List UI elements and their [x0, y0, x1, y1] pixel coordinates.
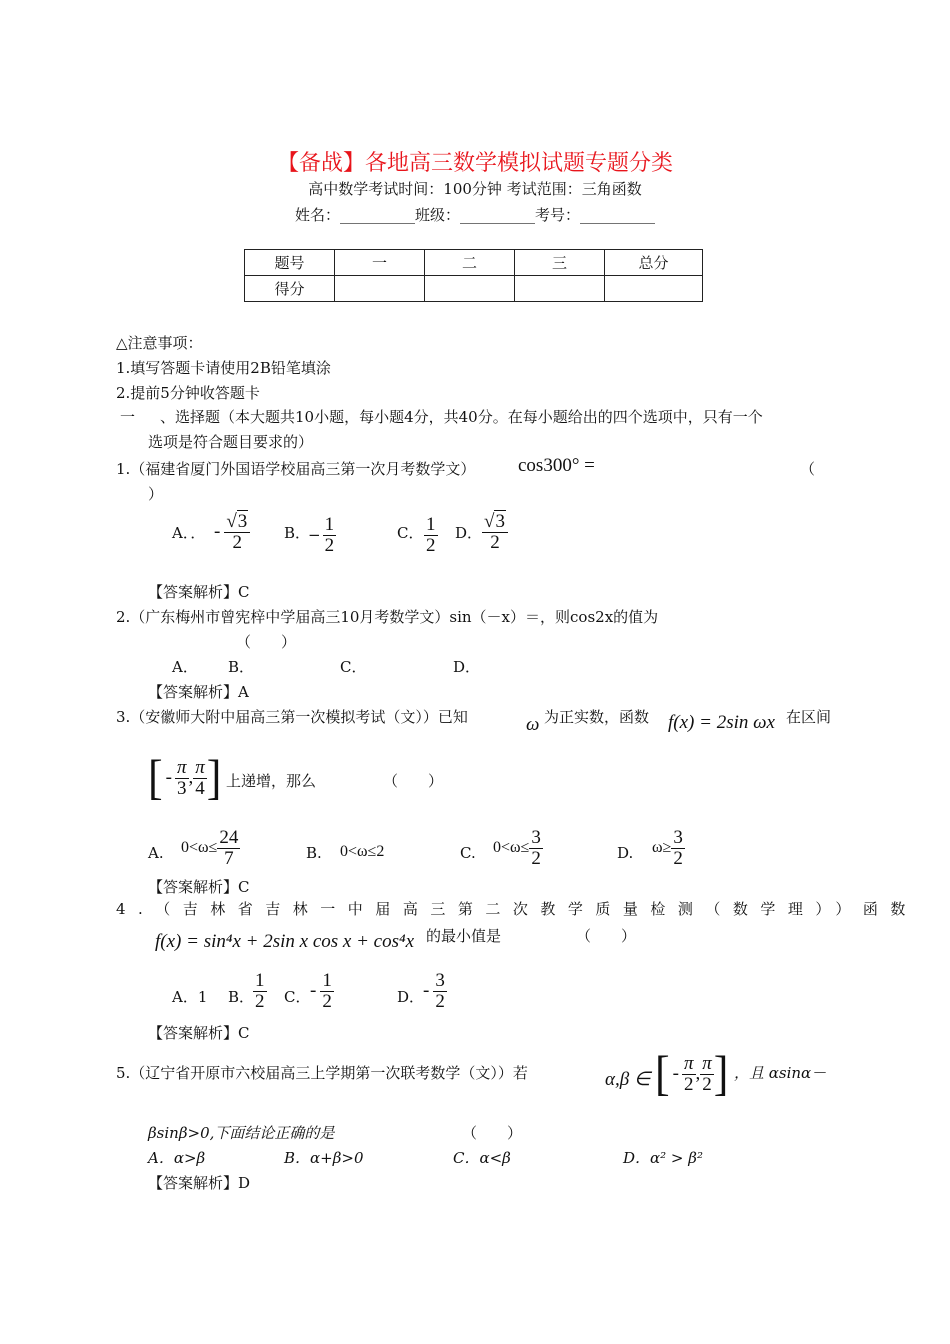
question-1-option-a [214, 512, 250, 553]
question-4-option-c-label: C． [284, 988, 311, 1006]
table-cell: 二 [425, 250, 515, 276]
fraction-denominator: 2 [435, 990, 445, 1012]
radicand: 3 [237, 511, 248, 532]
fraction [433, 971, 447, 1012]
question-2-answer: 【答案解析】A [148, 683, 249, 701]
question-5-paren: （ ） [462, 1124, 523, 1142]
minus-sign: - [423, 980, 430, 1002]
question-2-stem: 2.（广东梅州市曾宪梓中学届高三10月考数学文）sin（－x）＝，则cos2x的值为 [116, 608, 659, 626]
fraction-denominator: 4 [195, 777, 205, 799]
minus-sign: - [214, 521, 221, 543]
fraction-denominator: 2 [531, 847, 541, 869]
question-4-paren: （ ） [576, 927, 637, 945]
question-2-option-b: B． [228, 658, 255, 676]
fraction-numerator: π [176, 756, 187, 778]
question-1-math: cos300° = [518, 455, 595, 476]
question-3-option-a [181, 828, 240, 869]
fraction [253, 971, 267, 1012]
question-3-option-b: 0<ω≤2 [340, 843, 385, 860]
fraction [682, 1054, 696, 1095]
fraction-denominator: 3 [177, 777, 187, 799]
question-1-paren-close: ） [148, 485, 164, 503]
fraction-numerator: π [683, 1052, 694, 1074]
question-5-vars: α,β ∈ [605, 1069, 651, 1090]
fraction-denominator: 7 [224, 847, 234, 869]
question-3-option-c-label: C. [460, 844, 476, 862]
question-1-option-b [308, 515, 336, 556]
question-3-stem: 3.（安徽师大附中届高三第一次模拟考试（文））已知 [116, 708, 468, 726]
question-2-option-d: D． [453, 658, 481, 676]
question-1-option-c-label: C． [397, 524, 424, 542]
fraction-denominator: 2 [232, 531, 243, 553]
left-bracket: [ [655, 1046, 670, 1101]
fraction [320, 971, 334, 1012]
question-1-option-d-label: D． [455, 524, 483, 542]
fraction-numerator: π [195, 756, 205, 778]
question-3-option-b-label: B. [306, 844, 322, 862]
table-cell: 题号 [245, 250, 335, 276]
question-3-option-d-label: D. [617, 844, 634, 862]
fraction-numerator: 3 [531, 827, 541, 848]
question-1-stem: 1.（福建省厦门外国语学校届高三第一次月考数学文） [116, 460, 476, 478]
table-cell [335, 276, 425, 302]
question-4-option-a: A．1 [172, 988, 208, 1006]
table-cell: 三 [515, 250, 605, 276]
fraction [700, 1054, 714, 1095]
question-5-option-c: C．α<β [453, 1149, 511, 1167]
question-5-interval: [ - $\frac{\pi}{2}$ , $\frac{\pi}{2}$ ] [655, 1046, 729, 1101]
question-5-stem-tail: ，且 αsinα－ [734, 1064, 827, 1082]
fraction-denominator: 2 [490, 531, 500, 553]
question-3-function: f(x) = 2sin ωx [668, 712, 775, 733]
question-3-line2: 上递增，那么 [226, 772, 317, 790]
score-table-score-row [245, 276, 703, 302]
fraction-numerator: 1 [322, 970, 332, 991]
fraction-numerator: 1 [426, 514, 436, 535]
fraction [175, 758, 189, 799]
fraction-numerator: 1 [255, 970, 265, 991]
section-heading-line2: 选项是符合题目要求的） [148, 433, 314, 451]
left-bracket: [ [148, 750, 163, 805]
page-title: 【备战】各地高三数学模拟试题专题分类 [276, 151, 673, 176]
fraction-denominator: 2 [322, 990, 332, 1012]
question-3-option-a-label: A. [148, 844, 164, 862]
question-2-option-c: C． [340, 658, 367, 676]
table-cell: 总分 [605, 250, 703, 276]
question-5-option-d: D．α² > β² [623, 1149, 703, 1167]
question-1-option-a-label: A．． [172, 524, 206, 542]
fraction [424, 515, 438, 556]
table-cell [605, 276, 703, 302]
fraction-denominator: 2 [324, 534, 335, 556]
fraction-denominator: 2 [426, 534, 436, 556]
fraction-numerator: 3 [673, 827, 683, 848]
fraction-numerator: √3 [482, 512, 508, 533]
right-bracket: ] [206, 750, 222, 805]
inequality: ω≥ [652, 839, 672, 857]
question-1-option-c [424, 515, 438, 556]
question-1-paren-open: （ [800, 460, 816, 478]
question-3-stem-mid: 为正实数，函数 [544, 708, 650, 726]
fraction-numerator: π [702, 1052, 712, 1074]
note-item: 2.提前5分钟收答题卡 [116, 384, 260, 402]
question-5-option-a: A．α>β [148, 1149, 206, 1167]
question-4-option-c [310, 971, 334, 1012]
fraction-denominator: 2 [702, 1073, 712, 1095]
question-4-stem: 4.（吉林省吉林一中届高三第二次教学质量检测（数学理））函数 [116, 900, 918, 918]
score-table-header-row [245, 250, 703, 276]
fraction-denominator: 2 [684, 1073, 694, 1095]
fraction [671, 828, 685, 869]
question-3-interval: [ - $\frac{\pi}{3}$ , $\frac{\pi}{4}$ ] [148, 750, 222, 805]
question-2-option-a: A． [172, 658, 198, 676]
inequality: 0<ω≤ [493, 839, 530, 857]
question-1-option-b-label: B． [284, 524, 311, 542]
fraction-denominator: 2 [255, 990, 265, 1012]
note-item: 1.填写答题卡请使用2B铅笔填涂 [116, 359, 331, 377]
fraction-numerator: √3 [224, 512, 250, 533]
minus-sign: − [308, 526, 321, 545]
question-5-answer: 【答案解析】D [148, 1174, 251, 1192]
inequality: 0<ω≤ [181, 839, 218, 857]
fraction-numerator: 1 [324, 514, 335, 535]
question-4-stem-tail: 的最小值是 [426, 927, 502, 945]
score-table [244, 249, 703, 302]
fraction [529, 828, 543, 869]
table-cell [425, 276, 515, 302]
question-3-paren: （ ） [383, 772, 444, 790]
question-3-option-d [652, 828, 685, 869]
question-4-option-b [253, 971, 267, 1012]
fraction [323, 515, 337, 556]
question-1-answer: 【答案解析】C [148, 583, 250, 601]
fraction-numerator: 3 [435, 970, 445, 991]
fraction-numerator: 24 [219, 827, 239, 848]
minus-sign: - [310, 980, 317, 1002]
question-1-option-d [482, 512, 508, 553]
question-2-paren: （ ） [236, 633, 297, 651]
table-cell: 得分 [245, 276, 335, 302]
table-cell: 一 [335, 250, 425, 276]
omega-symbol: ω [526, 714, 540, 735]
notes-heading: △注意事项： [116, 334, 203, 352]
question-3-answer: 【答案解析】C [148, 878, 250, 896]
question-3-option-c [493, 828, 543, 869]
section-heading-line1: 、选择题（本大题共10小题，每小题4分，共40分。在每小题给出的四个选项中，只有一个 [160, 408, 763, 426]
question-4-answer: 【答案解析】C [148, 1024, 250, 1042]
question-5-option-b: B．α+β>0 [284, 1149, 364, 1167]
question-4-function: f(x) = sin⁴x + 2sin x cos x + cos⁴x [155, 931, 415, 952]
question-3-stem-tail: 在区间 [786, 708, 832, 726]
question-4-option-d [423, 971, 447, 1012]
student-info: 姓名：__________班级：__________考号：__________ [294, 206, 655, 224]
right-bracket: ] [713, 1046, 729, 1101]
question-5-stem: 5.（辽宁省开原市六校届高三上学期第一次联考数学（文））若 [116, 1064, 528, 1082]
fraction [217, 828, 240, 869]
question-4-option-b-label: B． [228, 988, 255, 1006]
section-number: 一 [120, 408, 136, 426]
question-5-line2: βsinβ>0,下面结论正确的是 [148, 1124, 335, 1142]
fraction-denominator: 2 [673, 847, 683, 869]
table-cell [515, 276, 605, 302]
exam-info: 高中数学考试时间：100分钟 考试范围：三角函数 [308, 180, 642, 198]
fraction [482, 512, 508, 553]
fraction [193, 758, 207, 799]
fraction [224, 512, 250, 553]
radicand: 3 [495, 511, 505, 532]
question-4-option-d-label: D． [397, 988, 425, 1006]
